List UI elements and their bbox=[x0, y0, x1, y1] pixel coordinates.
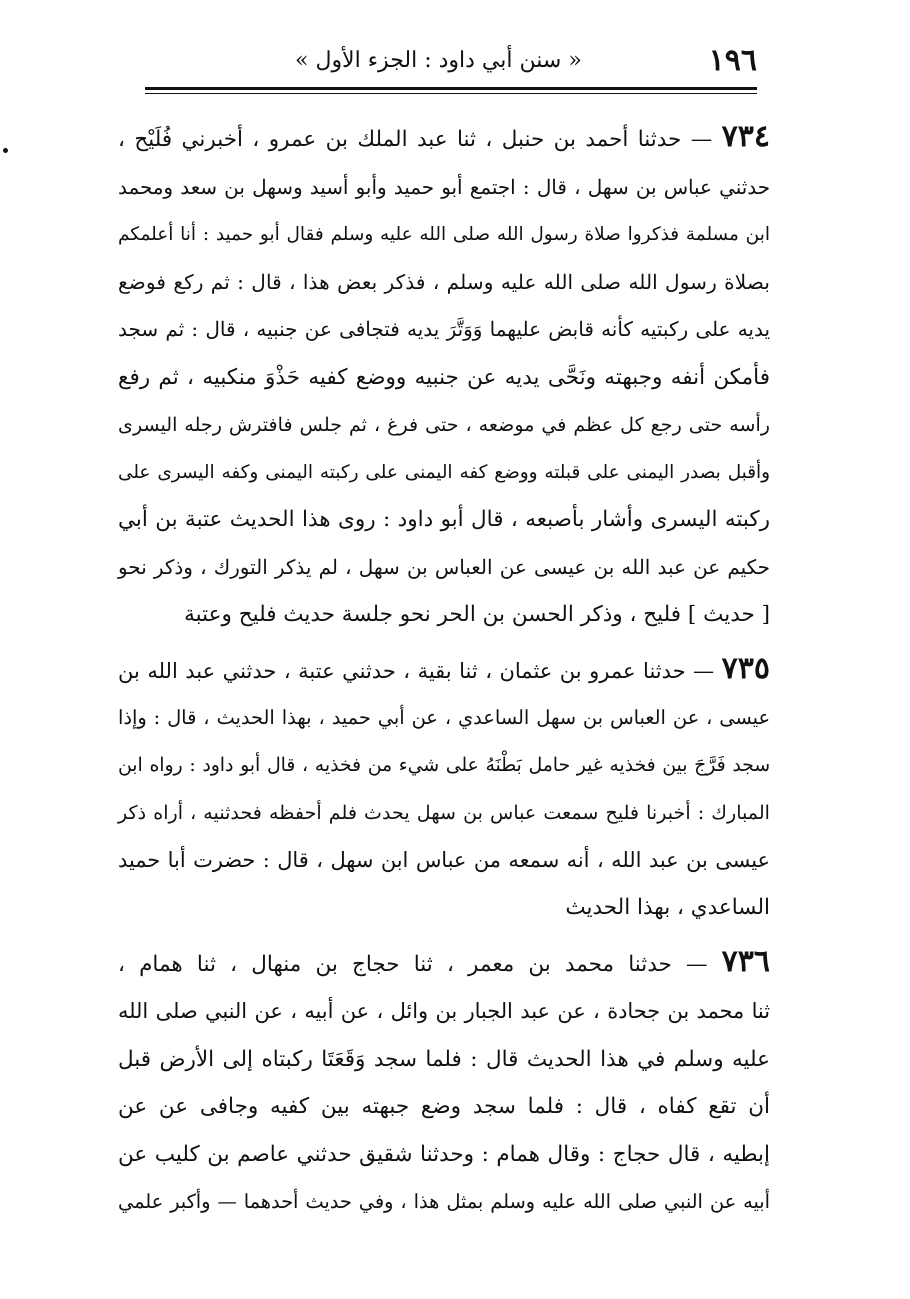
text-line: المبارك : أخبرنا فليح سمعت عباس بن سهل يحدث فلم أحفظه فحدثنيه ، أراه ذكر bbox=[118, 801, 770, 824]
text-line-content: — حدثنا محمد بن معمر ، ثنا حجاج بن منهال ، ثنا همام ، bbox=[118, 951, 708, 977]
text-line-content: — حدثنا عمرو بن عثمان ، ثنا بقية ، حدثني عتبة ، حدثني عبد الله بن bbox=[118, 657, 715, 683]
hadith-number: ٧٣٦ bbox=[721, 943, 770, 979]
text-line: ابن مسلمة فذكروا صلاة رسول الله صلى الله عليه وسلم فقال أبو حميد : أنا أعلمكم bbox=[118, 224, 770, 245]
text-line: ركبته اليسرى وأشار بأصبعه ، قال أبو داود : روى هذا الحديث عتبة بن أبي bbox=[118, 507, 770, 532]
hadith-text-body bbox=[118, 113, 770, 1226]
text-line: وأقبل بصدر اليمنى على قبلته ووضع كفه اليمنى على ركبته اليمنى وكفه اليسرى على bbox=[118, 461, 770, 483]
text-line: أن تقع كفاه ، قال : فلما سجد وضع جبهته بين كفيه وجافى عن عن bbox=[118, 1094, 770, 1119]
header-rule-thin bbox=[145, 93, 757, 94]
text-line: يديه على ركبتيه كأنه قابض عليهما وَوَتَّرَ يديه فتجافى عن جنبيه ، قال : ثم سجد bbox=[118, 317, 770, 341]
text-line-content: — حدثنا أحمد بن حنبل ، ثنا عبد الملك بن عمرو ، أخبرني فُلَيْح ، bbox=[118, 127, 713, 152]
hadith-number: ٧٣٥ bbox=[721, 650, 770, 686]
text-line: ثنا محمد بن جحادة ، عن عبد الجبار بن وائل ، عن أبيه ، عن النبي صلى الله bbox=[118, 999, 770, 1023]
text-line: إبطيه ، قال حجاج : وقال همام : وحدثنا شقيق حدثني عاصم بن كليب عن bbox=[118, 1141, 770, 1167]
text-line: عليه وسلم في هذا الحديث قال : فلما سجد وَقَعَتَا ركبتاه إلى الأرض قبل bbox=[118, 1046, 770, 1072]
hadith-735 bbox=[118, 645, 770, 932]
text-line: أبيه عن النبي صلى الله عليه وسلم بمثل هذا ، وفي حديث أحدهما — وأكبر علمي bbox=[118, 1190, 770, 1213]
running-title: « سنن أبي داود : الجزء الأول » bbox=[295, 47, 582, 73]
text-line: [ حديث ] فليح ، وذكر الحسن بن الحر نحو جلسة حديث فليح وعتبة bbox=[184, 602, 770, 627]
page-header bbox=[145, 38, 757, 82]
text-line: سجد فَرَّجَ بين فخذيه غير حامل بَطْنَهُ على شيء من فخذيه ، قال أبو داود : رواه ابن bbox=[118, 754, 770, 776]
header-rule bbox=[145, 87, 757, 90]
text-line: رأسه حتى رجع كل عظم في موضعه ، حتى فرغ ، ثم جلس فافترش رجله اليسرى bbox=[118, 413, 770, 436]
text-line: فأمكن أنفه وجبهته ونَحَّى يديه عن جنبيه ووضع كفيه حَذْوَ منكبيه ، ثم رفع bbox=[118, 364, 770, 390]
text-line: بصلاة رسول الله صلى الله عليه وسلم ، فذكر بعض هذا ، قال : ثم ركع فوضع bbox=[118, 269, 770, 294]
text-line: عيسى ، عن العباس بن سهل الساعدي ، عن أبي حميد ، بهذا الحديث ، قال : وإذا bbox=[118, 706, 770, 729]
text-line: الساعدي ، بهذا الحديث bbox=[565, 895, 770, 920]
text-line: حكيم عن عبد الله بن عيسى عن العباس بن سهل ، لم يذكر التورك ، وذكر نحو bbox=[118, 554, 770, 579]
text-line bbox=[118, 113, 770, 164]
text-line: حدثني عباس بن سهل ، قال : اجتمع أبو حميد وأبو أسيد وسهل بن سعد ومحمد bbox=[118, 175, 770, 199]
page-number: ١٩٦ bbox=[708, 42, 757, 78]
hadith-number: ٧٣٤ bbox=[721, 119, 770, 154]
text-line bbox=[118, 645, 770, 695]
text-line: عيسى بن عبد الله ، أنه سمعه من عباس ابن سهل ، قال : حضرت أبا حميد bbox=[118, 847, 770, 872]
text-line bbox=[118, 938, 770, 989]
hadith-734 bbox=[118, 113, 770, 639]
margin-dot bbox=[3, 148, 8, 153]
hadith-736 bbox=[118, 938, 770, 1226]
